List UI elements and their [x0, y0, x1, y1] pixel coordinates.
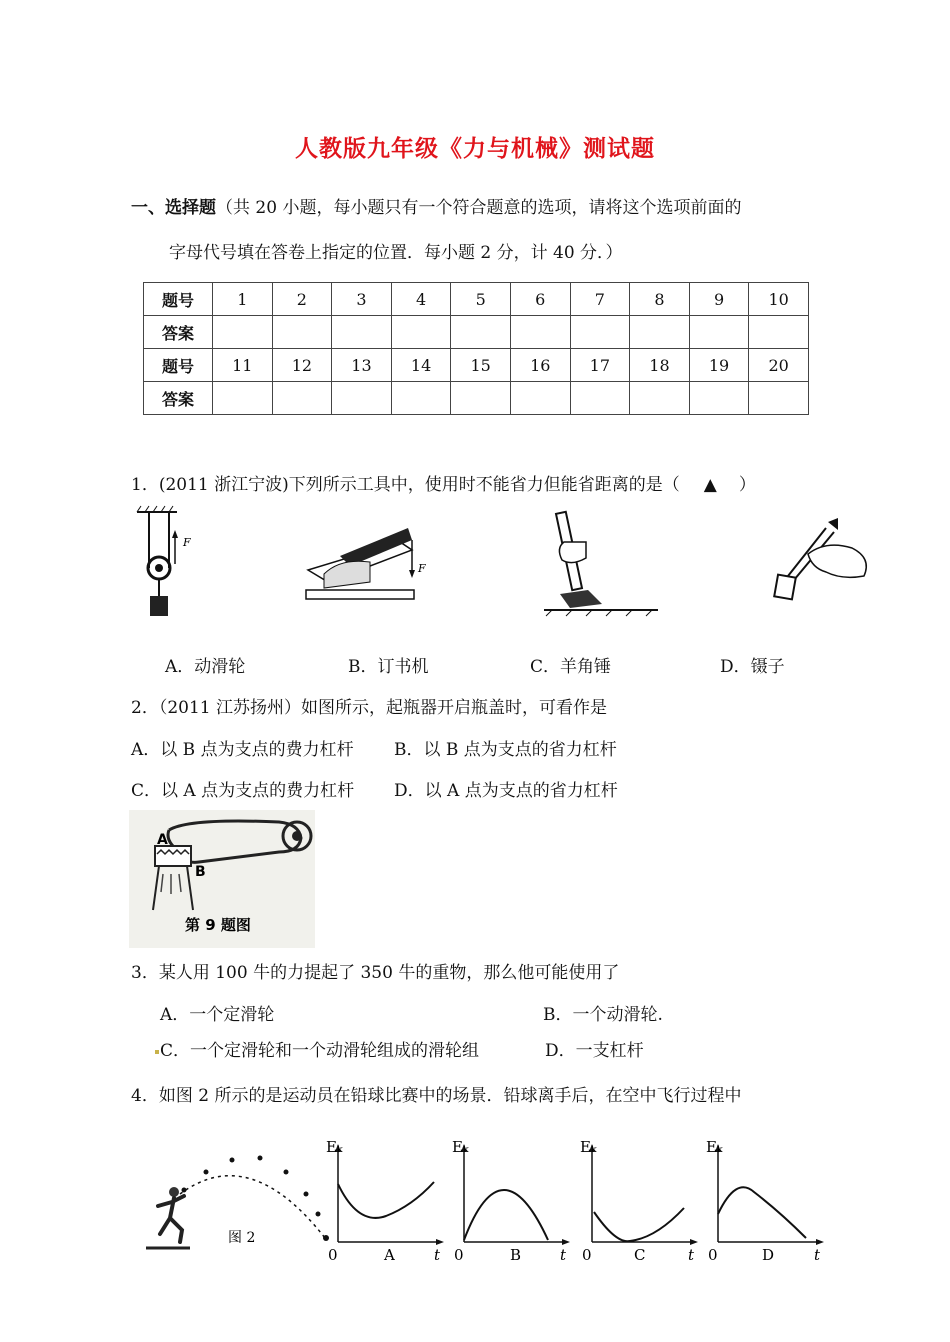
pulley-figure	[135, 506, 195, 622]
question-1-close: ）	[738, 475, 756, 495]
answer-cell[interactable]	[749, 382, 809, 415]
point-b-label: B	[195, 864, 206, 880]
table-header-cell: 答案	[144, 382, 213, 415]
answer-cell[interactable]	[451, 316, 511, 349]
origin-label: 0	[454, 1246, 464, 1264]
force-label: F	[418, 562, 426, 575]
claw-hammer-figure	[542, 508, 662, 618]
question-number-cell: 11	[213, 349, 273, 382]
question-3-text: 3．某人用 100 牛的力提起了 350 牛的重物，那么他可能使用了	[131, 963, 620, 983]
section-instruction-line1	[131, 193, 741, 218]
answer-cell[interactable]	[391, 316, 451, 349]
x-axis-label: t	[560, 1246, 567, 1264]
answer-cell[interactable]	[510, 316, 570, 349]
answer-table	[143, 282, 809, 415]
question-number-cell: 13	[332, 349, 392, 382]
question-number-cell: 1	[213, 283, 273, 316]
question-number-cell: 17	[570, 349, 630, 382]
table-row	[144, 382, 809, 415]
instruction-text: （共 20 小题，每小题只有一个符合题意的选项，请将这个选项前面的	[216, 198, 742, 218]
question-number-cell: 15	[451, 349, 511, 382]
answer-cell[interactable]	[391, 382, 451, 415]
answer-cell[interactable]	[749, 316, 809, 349]
y-axis-label: Eₖ	[452, 1138, 469, 1156]
table-row	[144, 349, 809, 382]
answer-cell[interactable]	[451, 382, 511, 415]
answer-cell[interactable]	[213, 316, 273, 349]
x-axis-label: t	[434, 1246, 441, 1264]
option-d[interactable]: D．一支杠杆	[545, 1041, 644, 1061]
point-a-label: A	[157, 832, 168, 848]
question-4-text: 4．如图 2 所示的是运动员在铅球比赛中的场景．铅球离手后，在空中飞行过程中	[131, 1086, 742, 1106]
question-number-cell: 12	[272, 349, 332, 382]
question-number-cell: 7	[570, 283, 630, 316]
answer-cell[interactable]	[272, 382, 332, 415]
speck-mark	[155, 1050, 159, 1054]
bottle-opener-figure	[129, 810, 315, 948]
origin-label: 0	[582, 1246, 592, 1264]
answer-cell[interactable]	[689, 316, 749, 349]
option-c[interactable]: C．一个定滑轮和一个动滑轮组成的滑轮组	[160, 1041, 480, 1061]
answer-cell[interactable]	[570, 382, 630, 415]
answer-cell[interactable]	[510, 382, 570, 415]
section-heading: 一、选择题	[131, 198, 216, 218]
table-header-cell: 题号	[144, 349, 213, 382]
triangle-marker-icon: ▲	[703, 475, 717, 495]
question-2-text: 2．（2011 江苏扬州）如图所示，起瓶器开启瓶盖时，可看作是	[131, 698, 607, 718]
force-label: F	[183, 536, 191, 549]
graph-d	[706, 1140, 824, 1265]
question-number-cell: 14	[391, 349, 451, 382]
question-number-cell: 2	[272, 283, 332, 316]
figure-caption: 第 9 题图	[185, 916, 251, 934]
graph-letter: D	[762, 1246, 775, 1264]
shot-put-figure	[140, 1150, 340, 1260]
graph-b	[452, 1140, 570, 1265]
graph-a	[326, 1140, 444, 1265]
question-number-cell: 16	[510, 349, 570, 382]
origin-label: 0	[708, 1246, 718, 1264]
option-a[interactable]: A．以 B 点为支点的费力杠杆	[131, 740, 354, 760]
question-number-cell: 8	[630, 283, 690, 316]
answer-cell[interactable]	[332, 382, 392, 415]
option-d[interactable]: D．镊子	[720, 657, 785, 677]
option-b[interactable]: B．以 B 点为支点的省力杠杆	[394, 740, 617, 760]
question-number-cell: 18	[630, 349, 690, 382]
origin-label: 0	[328, 1246, 338, 1264]
question-number-cell: 3	[332, 283, 392, 316]
section-instruction-line2: 字母代号填在答卷上指定的位置．每小题 2 分，计 40 分．）	[169, 243, 623, 263]
question-number-cell: 5	[451, 283, 511, 316]
table-header-cell: 题号	[144, 283, 213, 316]
answer-cell[interactable]	[630, 382, 690, 415]
question-number-cell: 20	[749, 349, 809, 382]
question-number-cell: 19	[689, 349, 749, 382]
answer-cell[interactable]	[213, 382, 273, 415]
question-number-cell: 9	[689, 283, 749, 316]
x-axis-label: t	[688, 1246, 695, 1264]
figure-2-label: 图 2	[228, 1230, 256, 1246]
option-a[interactable]: A．动滑轮	[165, 657, 246, 677]
table-row	[144, 283, 809, 316]
answer-cell[interactable]	[570, 316, 630, 349]
y-axis-label: Eₖ	[580, 1138, 597, 1156]
question-number-cell: 6	[510, 283, 570, 316]
table-row	[144, 316, 809, 349]
y-axis-label: Eₖ	[326, 1138, 343, 1156]
tweezers-figure	[768, 518, 878, 608]
option-c[interactable]: C．以 A 点为支点的费力杠杆	[131, 781, 355, 801]
graph-letter: A	[384, 1246, 395, 1264]
graph-letter: B	[510, 1246, 522, 1264]
question-1-stem: 1．(2011 浙江宁波)下列所示工具中，使用时不能省力但能省距离的是（	[131, 475, 680, 495]
option-a[interactable]: A．一个定滑轮	[160, 1005, 275, 1025]
question-1-text	[131, 470, 756, 495]
option-b[interactable]: B．订书机	[348, 657, 429, 677]
x-axis-label: t	[814, 1246, 821, 1264]
stapler-figure	[300, 510, 435, 602]
answer-cell[interactable]	[272, 316, 332, 349]
answer-cell[interactable]	[630, 316, 690, 349]
question-number-cell: 4	[391, 283, 451, 316]
option-d[interactable]: D．以 A 点为支点的省力杠杆	[394, 781, 618, 801]
answer-cell[interactable]	[689, 382, 749, 415]
option-c[interactable]: C．羊角锤	[530, 657, 612, 677]
answer-cell[interactable]	[332, 316, 392, 349]
y-axis-label: Eₖ	[706, 1138, 723, 1156]
graph-letter: C	[634, 1246, 646, 1264]
graph-c	[580, 1140, 698, 1265]
table-header-cell: 答案	[144, 316, 213, 349]
question-number-cell: 10	[749, 283, 809, 316]
page-title: 人教版九年级《力与机械》测试题	[295, 135, 655, 162]
option-b[interactable]: B．一个动滑轮.	[543, 1005, 663, 1025]
